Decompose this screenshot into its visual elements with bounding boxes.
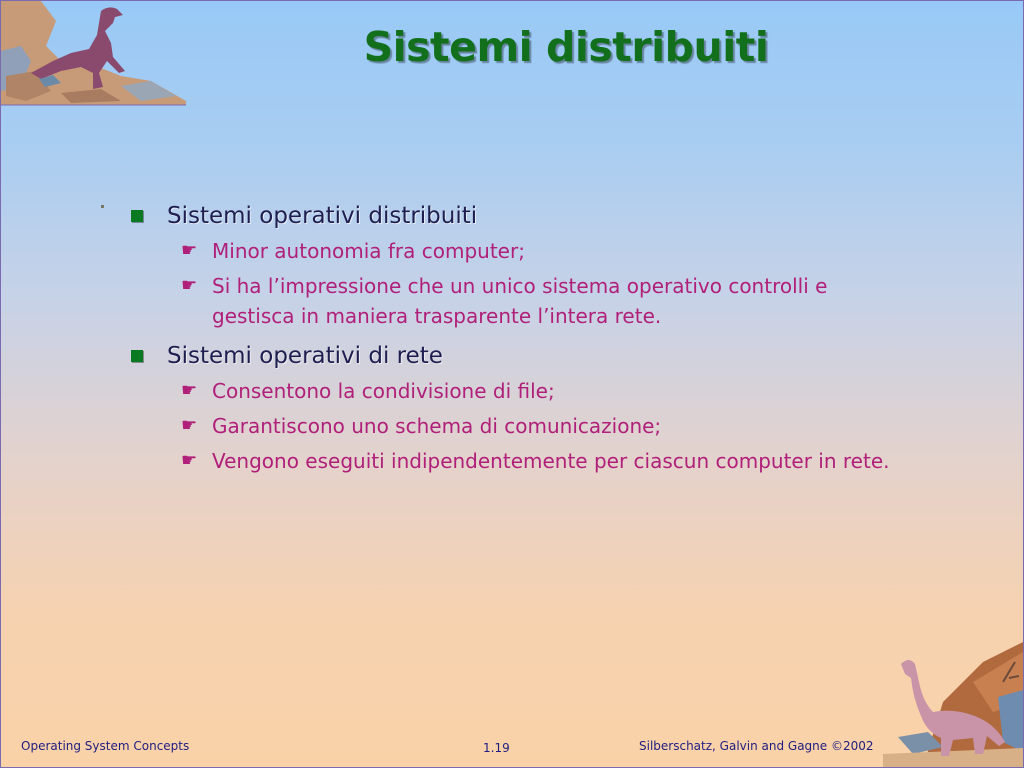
- sub-bullet-item: [129, 411, 899, 441]
- sub-bullet-item: [129, 236, 899, 266]
- bullet-item-distributed-os: [129, 201, 899, 231]
- dinosaur-illustration-top-left: [1, 1, 191, 111]
- square-bullet-icon: [131, 210, 143, 222]
- sub-bullet-text: Minor autonomia fra computer;: [212, 239, 525, 263]
- pointing-hand-icon: ☛: [181, 450, 198, 471]
- footer-copyright: Silberschatz, Galvin and Gagne ©2002: [639, 739, 874, 753]
- slide-title: Sistemi distribuiti: [363, 23, 769, 71]
- pointing-hand-icon: ☛: [181, 240, 198, 261]
- sub-bullet-text: Si ha l’impressione che un unico sistema operativo controlli e gestisca in maniera trasparente l’intera rete.: [212, 274, 828, 328]
- slide-content: [129, 201, 899, 476]
- footer-slide-number: 1.19: [483, 741, 510, 755]
- bullet-text: Sistemi operativi di rete: [167, 343, 443, 369]
- pointing-hand-icon: ☛: [181, 275, 198, 296]
- footer-course-title: Operating System Concepts: [21, 739, 190, 753]
- pointing-hand-icon: ☛: [181, 380, 198, 401]
- bullet-item-network-os: [129, 341, 899, 371]
- sub-bullet-text: Vengono eseguiti indipendentemente per ciascun computer in rete.: [212, 449, 890, 473]
- sub-bullet-text: Garantiscono uno schema di comunicazione;: [212, 414, 662, 438]
- sub-bullet-item: [129, 271, 899, 331]
- dinosaur-illustration-bottom-right: [883, 642, 1023, 767]
- sub-bullet-item: [129, 446, 899, 476]
- sub-bullet-text: Consentono la condivisione di file;: [212, 379, 555, 403]
- bullet-text: Sistemi operativi distribuiti: [167, 203, 478, 229]
- square-bullet-icon: [131, 350, 143, 362]
- stray-mark: [101, 205, 104, 208]
- sub-bullet-item: [129, 376, 899, 406]
- pointing-hand-icon: ☛: [181, 415, 198, 436]
